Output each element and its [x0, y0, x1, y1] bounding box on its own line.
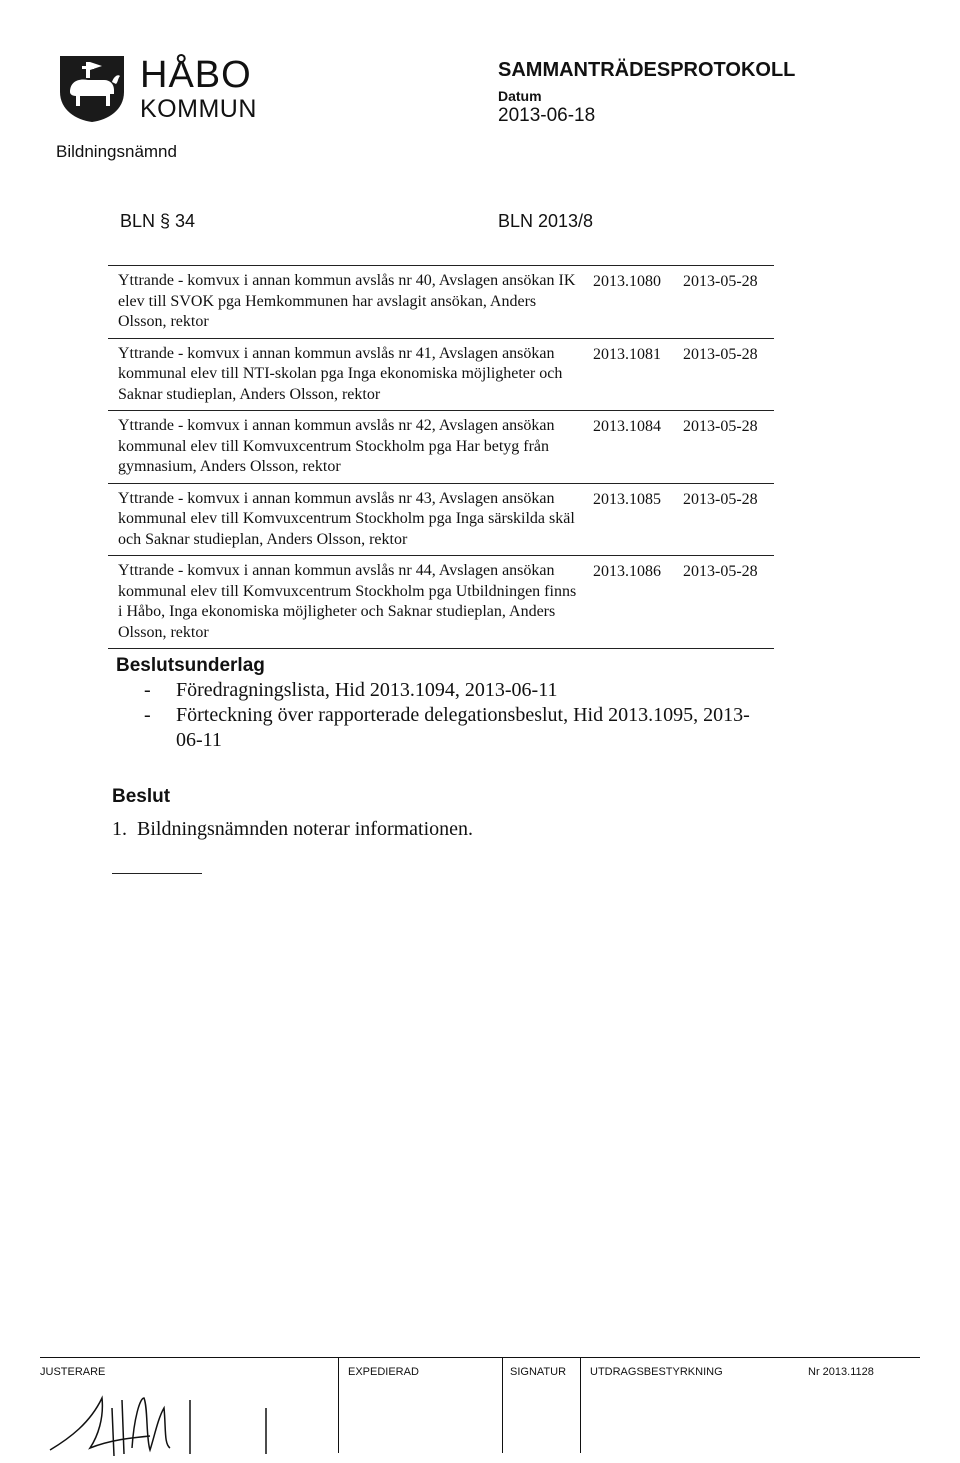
- document-type: SAMMANTRÄDESPROTOKOLL: [498, 59, 796, 81]
- row-description: Yttrande - komvux i annan kommun avslås nr 40, Avslagen ansökan IK elev till SVOK pga Hemkommunen har avslagit ansökan, Anders Olsson, rektor: [118, 272, 576, 330]
- basis-heading: Beslutsunderlag: [116, 655, 265, 676]
- row-hid: 2013.1085: [593, 490, 661, 508]
- brand-name: HÅBO: [140, 54, 252, 96]
- dispatched-cell: [338, 1358, 339, 1453]
- certification-cell: [580, 1358, 581, 1453]
- brand-subtitle: KOMMUN: [140, 95, 257, 123]
- signature-cell: [502, 1358, 503, 1453]
- list-item: [144, 678, 764, 703]
- row-date: 2013-05-28: [683, 490, 758, 508]
- delegation-table: [108, 265, 774, 649]
- signature-label: SIGNATUR: [510, 1366, 567, 1378]
- row-date: 2013-05-28: [683, 563, 758, 580]
- list-item: [144, 703, 764, 753]
- decision-heading: Beslut: [112, 786, 171, 807]
- row-description: Yttrande - komvux i annan kommun avslås nr 42, Avslagen ansökan kommunal elev till Komvuxcentrum Stockholm pga Har betyg från gymnasium, Anders Olsson, rektor: [118, 417, 555, 475]
- case-number: BLN 2013/8: [498, 211, 594, 231]
- paragraph-number: BLN § 34: [120, 211, 196, 231]
- list-item-text: Förteckning över rapporterade delegationsbeslut, Hid 2013.1095, 2013-06-11: [176, 704, 750, 751]
- department-name: Bildningsnämnd: [56, 142, 177, 161]
- table-row: [108, 265, 774, 338]
- handwritten-signature-icon: [40, 1378, 300, 1458]
- row-date: 2013-05-28: [683, 345, 758, 363]
- basis-list: [144, 678, 764, 753]
- decision-item: [112, 818, 473, 841]
- row-date: 2013-05-28: [683, 418, 758, 435]
- list-bullet: -: [144, 704, 151, 726]
- certification-label: UTDRAGSBESTYRKNING: [590, 1366, 723, 1378]
- signature-footer: [40, 1357, 920, 1458]
- adjuster-label: JUSTERARE: [40, 1366, 106, 1378]
- row-hid: 2013.1084: [593, 418, 661, 435]
- row-description: Yttrande - komvux i annan kommun avslås nr 43, Avslagen ansökan kommunal elev till Komvuxcentrum Stockholm pga Inga särskilda skäl och Saknar studieplan, Anders Olsson, rektor: [118, 489, 575, 548]
- table-row: [108, 483, 774, 556]
- date-value: 2013-06-18: [498, 105, 596, 126]
- table-row: [108, 410, 774, 483]
- document-number: Nr 2013.1128: [808, 1366, 874, 1378]
- table-row: [108, 555, 774, 649]
- date-label: Datum: [498, 88, 542, 104]
- row-date: 2013-05-28: [683, 273, 758, 290]
- list-bullet: -: [144, 679, 151, 701]
- row-hid: 2013.1081: [593, 345, 661, 363]
- end-divider: [112, 873, 202, 874]
- row-hid: 2013.1080: [593, 273, 661, 290]
- habo-coat-of-arms-icon: [56, 52, 128, 124]
- dispatched-label: EXPEDIERAD: [348, 1366, 419, 1378]
- decision-text: Bildningsnämnden noterar informationen.: [137, 818, 474, 840]
- row-description: Yttrande - komvux i annan kommun avslås nr 41, Avslagen ansökan kommunal elev till NTI-skolan pga Inga ekonomiska möjligheter och Saknar studieplan, Anders Olsson, rektor: [118, 344, 563, 403]
- table-row: [108, 338, 774, 411]
- decision-number: 1.: [112, 818, 127, 840]
- row-description: Yttrande - komvux i annan kommun avslås nr 44, Avslagen ansökan kommunal elev till Komvuxcentrum Stockholm pga Utbildningen finns i Håbo, Inga ekonomiska möjligheter och Saknar studieplan, Anders Olsson, rektor: [118, 562, 577, 641]
- row-hid: 2013.1086: [593, 563, 661, 580]
- list-item-text: Föredragningslista, Hid 2013.1094, 2013-06-11: [176, 679, 558, 701]
